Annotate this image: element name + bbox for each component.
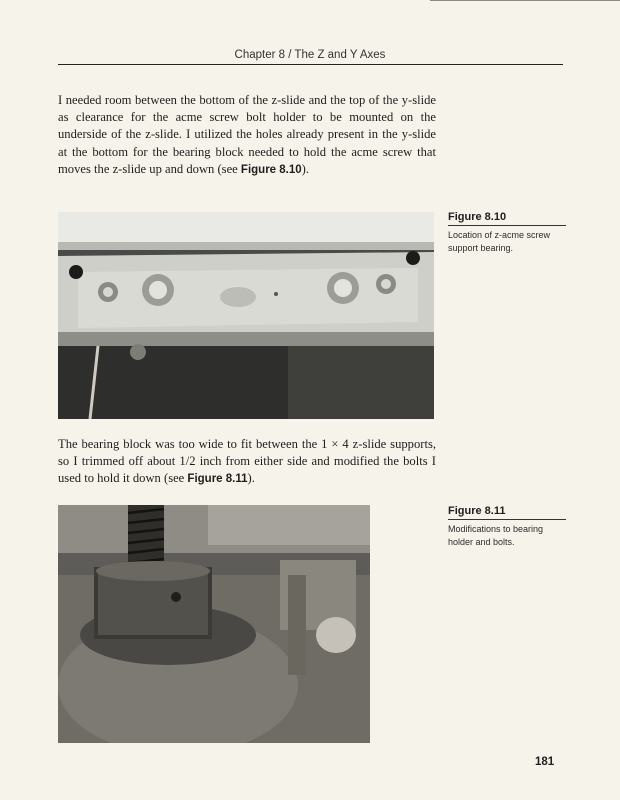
figure-8-11-reference: Figure 8.11 bbox=[187, 473, 248, 486]
figure-8-11-title: Figure 8.11 bbox=[448, 505, 566, 520]
paragraph-1-text: I needed room between the bottom of the z-slide and the top of the y-slide as clearance for the acme screw bolt holder to be mounted on the underside of the z-slide. I utilized the holes already present in the y-slide at the bottom for the bearing block needed to hold the acme screw that moves the z-slide up and down (see bbox=[58, 93, 436, 176]
figure-8-11-caption-text: Modifications to bearing holder and bolts. bbox=[448, 524, 544, 547]
figure-8-10-caption bbox=[448, 211, 566, 254]
header-rule bbox=[58, 64, 563, 65]
figure-8-10-photo bbox=[58, 212, 434, 419]
acme-screw-illustration bbox=[58, 505, 370, 743]
page-edge-line bbox=[430, 0, 620, 1]
figure-8-11-photo bbox=[58, 505, 370, 743]
bearing-plate-illustration bbox=[58, 212, 434, 419]
figure-8-11-caption bbox=[448, 505, 566, 548]
page-number: 181 bbox=[535, 756, 555, 768]
paragraph-1-end: ). bbox=[301, 161, 309, 176]
paragraph-2-end: ). bbox=[247, 471, 255, 486]
figure-8-10-title: Figure 8.10 bbox=[448, 211, 566, 226]
paragraph-2-text: The bearing block was too wide to fit between the 1 × 4 z-slide supports, so I trimmed off about 1/2 inch from either side and modified the bolts I used to hold it down (see bbox=[58, 437, 436, 486]
chapter-header: Chapter 8 / The Z and Y Axes bbox=[234, 49, 386, 61]
figure-8-10-reference: Figure 8.10 bbox=[240, 163, 302, 176]
body-paragraph-2 bbox=[58, 436, 436, 489]
body-paragraph-1 bbox=[58, 92, 436, 179]
figure-8-10-caption-text: Location of z-acme screw support bearing. bbox=[448, 230, 551, 253]
